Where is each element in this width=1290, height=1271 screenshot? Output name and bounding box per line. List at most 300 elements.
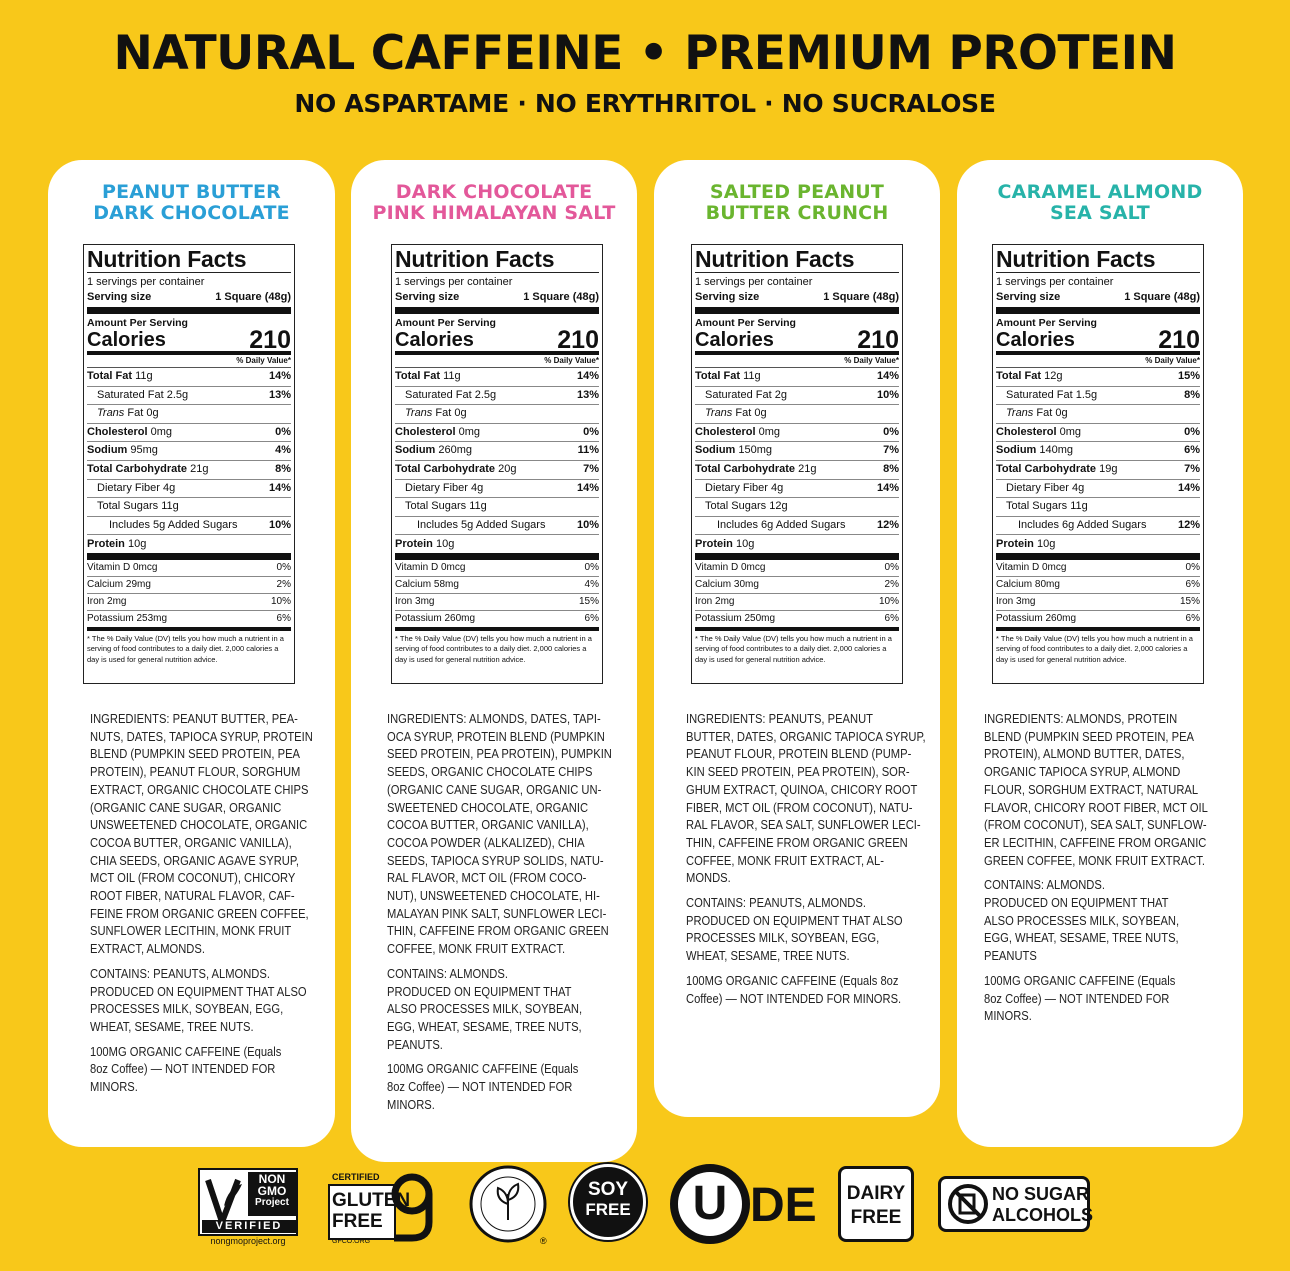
cholesterol-dv: 0%: [883, 425, 899, 438]
calcium-value: 58mg: [433, 579, 459, 591]
cholesterol-row: [695, 424, 899, 443]
caffeine-text: 100MG ORGANIC CAFFEINE (Equals 8oz Coffee) — NOT INTENDED FOR MINORS.: [984, 972, 1176, 1024]
vitamin-d-row: [395, 560, 599, 577]
total-carb-label: Total Carbohydrate: [695, 462, 796, 475]
servings-text: 1 servings per container: [87, 276, 205, 288]
total-fat-value: 11g: [135, 370, 153, 382]
potassium-dv: 6%: [584, 612, 599, 624]
no-sugar-icon: [946, 1182, 990, 1226]
potassium-label: Potassium: [695, 612, 742, 624]
potassium-dv: 6%: [1185, 612, 1200, 624]
added-sugars-row: [996, 517, 1200, 536]
total-sugars-row: [695, 498, 899, 517]
total-fat-label: Total Fat: [87, 370, 133, 382]
saturated-fat-row: [996, 387, 1200, 406]
calcium-label: Calcium: [695, 579, 732, 591]
ingredients-text: INGREDIENTS: ALMONDS, DATES, TAPI- OCA SYRUP, PROTEIN BLEND (PUMPKIN SEED PROTEIN, PEA PROTEIN), PUMPKIN SEEDS, ORGANIC CHOCOLATE CHIPS (ORGANIC CANE SUGAR, ORGANIC UN- SWEETENED CHOCOLATE, ORGANIC COCOA BUTTER, ORGANIC VANILLA), COCOA POWDER (ALKALIZED), CHIA SEEDS, TAPIOCA SYRUP SOLIDS, NATU- RAL FLAVOR, MCT OIL (FROM COCO- NUT), UNSWEETENED CHOCOLATE, HI- MALAYAN PINK SALT, SUNFLOWER LECI- THIN, CAFFEINE FROM ORGANIC GREEN COFFEE, MONK FRUIT EXTRACT.: [387, 711, 612, 957]
dv-footnote: * The % Daily Value (DV) tells you how much a nutrient in a serving of food contributes to a daily diet. 2,000 calories a day is used for general nutrition advice.: [87, 633, 284, 664]
iron-label: Iron: [695, 595, 713, 607]
iron-row: [695, 594, 899, 611]
dairy-free-text: FREE: [850, 1207, 902, 1228]
serving-size-row: [695, 290, 899, 314]
trans-label: Trans: [705, 407, 733, 420]
soy-text: SOY: [587, 1179, 629, 1200]
iron-label: Iron: [87, 595, 105, 607]
allergen-text: CONTAINS: PEANUTS, ALMONDS. PRODUCED ON EQUIPMENT THAT ALSO PROCESSES MILK, SOYBEAN, EGG, WHEAT, SESAME, TREE NUTS.: [686, 895, 903, 964]
added-sugars-row: [87, 517, 291, 536]
iron-dv: 10%: [878, 595, 899, 607]
kosher-badge: [670, 1164, 820, 1244]
trans-fat-row: [395, 405, 599, 424]
trans-label: Trans: [1006, 407, 1034, 420]
dairy-text: DAIRY: [846, 1183, 906, 1204]
total-fat-row: [996, 368, 1200, 387]
total-fat-label: Total Fat: [695, 370, 741, 382]
serving-size-value: 1 Square (48g): [823, 291, 899, 303]
iron-value: 2mg: [107, 595, 127, 607]
calories-value: 210: [1158, 326, 1200, 354]
total-carb-value: 21g: [190, 462, 209, 475]
calcium-value: 30mg: [733, 579, 759, 591]
trans-fat-label: Fat: [1036, 407, 1053, 420]
svg-text:®: ®: [540, 1236, 547, 1246]
dietary-fiber-label: Dietary Fiber: [405, 481, 468, 494]
added-sugars-value: 6g: [1062, 518, 1075, 531]
total-sugars-label: Total Sugars: [705, 500, 767, 513]
ingredients-block: [686, 710, 926, 1014]
servings-row: [695, 273, 899, 290]
serving-size-row: [996, 290, 1200, 314]
dv-footnote: * The % Daily Value (DV) tells you how much a nutrient in a serving of food contributes to a daily diet. 2,000 calories a day is used for general nutrition advice.: [695, 633, 892, 664]
added-sugars-dv: 10%: [268, 518, 291, 531]
serving-size-value: 1 Square (48g): [1124, 291, 1200, 303]
ingredients-block: [387, 710, 623, 1120]
iron-label: Iron: [996, 595, 1014, 607]
total-fat-value: 11g: [443, 370, 461, 382]
gf-url: GFCO.ORG: [332, 1238, 371, 1245]
flavor-name: [654, 182, 940, 224]
flavor-card: [957, 160, 1243, 1147]
added-sugars-value: 6g: [761, 518, 774, 531]
servings-text: 1 servings per container: [695, 276, 813, 288]
calories-label: Calories: [996, 329, 1075, 351]
kosher-u-text: U: [692, 1177, 728, 1230]
serving-size-value: 1 Square (48g): [523, 291, 599, 303]
potassium-dv: 6%: [276, 612, 291, 624]
vitamin-d-dv: 0%: [884, 562, 899, 574]
calories-row: [395, 326, 599, 355]
potassium-value: 260mg: [444, 612, 476, 624]
dietary-fiber-row: [87, 480, 291, 499]
total-sugars-value: 12g: [769, 500, 788, 513]
total-carb-label: Total Carbohydrate: [996, 462, 1097, 475]
sodium-value: 95mg: [130, 444, 158, 457]
protein-label: Protein: [87, 538, 125, 551]
ingredients-text: INGREDIENTS: ALMONDS, PROTEIN BLEND (PUMPKIN SEED PROTEIN, PEA PROTEIN), ALMOND BUTTER, DATES, ORGANIC TAPIOCA SYRUP, ALMOND FLOUR, SORGHUM EXTRACT, NATURAL FLAVOR, CHICORY ROOT FIBER, MCT OIL (FROM COCONUT), SEA SALT, SUNFLOW- ER LECITHIN, CAFFEINE FROM ORGANIC GREEN COFFEE, MONK FRUIT EXTRACT.: [984, 711, 1208, 868]
sodium-row: [87, 442, 291, 461]
flavor-card: [48, 160, 335, 1147]
iron-value: 3mg: [415, 595, 435, 607]
iron-row: [395, 594, 599, 611]
calcium-dv: 4%: [584, 579, 599, 591]
calcium-dv: 2%: [276, 579, 291, 591]
added-sugars-dv: 10%: [576, 518, 599, 531]
protein-row: [87, 535, 291, 560]
added-sugars-value: 5g: [461, 518, 474, 531]
total-carb-label: Total Carbohydrate: [395, 462, 496, 475]
daily-value-header: % Daily Value*: [87, 355, 291, 368]
total-sugars-label: Total Sugars: [1006, 500, 1068, 513]
protein-row: [695, 535, 899, 560]
serving-size-row: [87, 290, 291, 314]
amount-per-serving: Amount Per Serving: [395, 317, 496, 329]
sodium-label: Sodium: [695, 444, 736, 457]
added-sugars-dv: 12%: [1177, 518, 1200, 531]
non-gmo-text: NON: [258, 1172, 286, 1186]
trans-fat-row: [87, 405, 291, 424]
ingredients-block: [984, 710, 1229, 1032]
saturated-fat-value: 2g: [774, 388, 787, 401]
sodium-label: Sodium: [996, 444, 1037, 457]
potassium-row: [87, 611, 291, 631]
protein-row: [395, 535, 599, 560]
calories-label: Calories: [87, 329, 166, 351]
calcium-row: [695, 577, 899, 594]
cholesterol-value: 0mg: [150, 425, 172, 438]
nutrition-facts-title: Nutrition Facts: [996, 245, 1200, 273]
calcium-value: 80mg: [1034, 579, 1060, 591]
flavor-name-line2: PINK HIMALAYAN SALT: [372, 202, 616, 224]
caffeine-text: 100MG ORGANIC CAFFEINE (Equals 8oz Coffee) — NOT INTENDED FOR MINORS.: [90, 1043, 282, 1095]
serving-size-value: 1 Square (48g): [215, 291, 291, 303]
saturated-fat-dv: 13%: [268, 388, 291, 401]
certification-badges: [0, 1162, 1290, 1247]
added-sugars-label: Added Sugars: [1076, 518, 1147, 531]
cholesterol-label: Cholesterol: [87, 425, 148, 438]
page-title: NATURAL CAFFEINE • PREMIUM PROTEIN: [113, 26, 1177, 81]
added-sugars-value: 5g: [153, 518, 166, 531]
added-sugars-label: Added Sugars: [167, 518, 238, 531]
cholesterol-label: Cholesterol: [996, 425, 1057, 438]
total-fat-dv: 14%: [876, 370, 899, 382]
total-carb-dv: 7%: [1184, 462, 1200, 475]
dietary-fiber-dv: 14%: [268, 481, 291, 494]
protein-row: [996, 535, 1200, 560]
saturated-fat-row: [395, 387, 599, 406]
total-fat-value: 11g: [743, 370, 761, 382]
sodium-dv: 4%: [275, 444, 291, 457]
nutrition-facts-panel: [691, 244, 903, 684]
dv-footnote: * The % Daily Value (DV) tells you how much a nutrient in a serving of food contributes to a daily diet. 2,000 calories a day is used for general nutrition advice.: [996, 633, 1193, 664]
sodium-value: 260mg: [438, 444, 473, 457]
added-sugars-dv: 12%: [876, 518, 899, 531]
total-sugars-value: 11g: [469, 500, 487, 513]
soy-free-text: FREE: [585, 1200, 631, 1219]
saturated-fat-dv: 8%: [1184, 388, 1200, 401]
dairy-free-badge: [838, 1166, 912, 1240]
total-sugars-label: Total Sugars: [97, 500, 159, 513]
cholesterol-dv: 0%: [583, 425, 599, 438]
plant-based-icon: [468, 1164, 548, 1248]
includes-label: Includes: [109, 518, 150, 531]
dv-footnote: * The % Daily Value (DV) tells you how much a nutrient in a serving of food contributes to a daily diet. 2,000 calories a day is used for general nutrition advice.: [395, 633, 592, 664]
total-carb-value: 21g: [798, 462, 817, 475]
total-fat-row: [395, 368, 599, 387]
trans-fat-value: 0g: [1055, 407, 1068, 420]
iron-row: [87, 594, 291, 611]
dietary-fiber-row: [996, 480, 1200, 499]
potassium-label: Potassium: [395, 612, 442, 624]
calories-row: [87, 326, 291, 355]
calcium-label: Calcium: [395, 579, 432, 591]
flavor-name-line2: DARK CHOCOLATE: [93, 202, 290, 224]
total-sugars-label: Total Sugars: [405, 500, 467, 513]
includes-label: Includes: [717, 518, 758, 531]
calcium-dv: 2%: [884, 579, 899, 591]
saturated-fat-value: 1.5g: [1075, 388, 1098, 401]
flavor-name-line1: PEANUT BUTTER: [102, 181, 281, 203]
trans-fat-label: Fat: [127, 407, 144, 420]
trans-fat-label: Fat: [735, 407, 752, 420]
vitamin-d-value: 0mcg: [132, 562, 158, 574]
iron-value: 3mg: [1016, 595, 1036, 607]
caffeine-text: 100MG ORGANIC CAFFEINE (Equals 8oz Coffee) — NOT INTENDED FOR MINORS.: [387, 1061, 579, 1112]
daily-value-header: % Daily Value*: [395, 355, 599, 368]
iron-dv: 15%: [1179, 595, 1200, 607]
nutrition-facts-title: Nutrition Facts: [87, 245, 291, 273]
ingredients-text: INGREDIENTS: PEANUT BUTTER, PEA- NUTS, DATES, TAPIOCA SYRUP, PROTEIN BLEND (PUMPKIN SEED PROTEIN, PEA PROTEIN), PEANUT FLOUR, SORGHUM EXTRACT, ORGANIC CHOCOLATE CHIPS (ORGANIC CANE SUGAR, ORGANIC UNSWEETENED CHOCOLATE, ORGANIC COCOA BUTTER, ORGANIC VANILLA), CHIA SEEDS, ORGANIC AGAVE SYRUP, MCT OIL (FROM COCONUT), CHICORY ROOT FIBER, NATURAL FLAVOR, CAF- FEINE FROM ORGANIC GREEN COFFEE, SUNFLOWER LECITHIN, MONK FRUIT EXTRACT, ALMONDS.: [90, 711, 313, 957]
total-carb-row: [695, 461, 899, 480]
sodium-row: [996, 442, 1200, 461]
cholesterol-row: [996, 424, 1200, 443]
project-text: Project: [255, 1197, 289, 1208]
total-carb-dv: 8%: [883, 462, 899, 475]
dietary-fiber-value: 4g: [1072, 481, 1085, 494]
sodium-value: 140mg: [1039, 444, 1074, 457]
vitamin-d-value: 0mcg: [1041, 562, 1067, 574]
verified-text: VERIFIED: [215, 1220, 283, 1232]
iron-row: [996, 594, 1200, 611]
trans-fat-row: [695, 405, 899, 424]
protein-value: 10g: [127, 538, 147, 551]
servings-text: 1 servings per container: [996, 276, 1114, 288]
servings-row: [87, 273, 291, 290]
saturated-fat-value: 2.5g: [474, 388, 497, 401]
trans-label: Trans: [405, 407, 433, 420]
vitamin-d-label: Vitamin D: [87, 562, 131, 574]
sodium-value: 150mg: [738, 444, 773, 457]
gf-free-text: FREE: [332, 1211, 383, 1232]
calories-row: [695, 326, 899, 355]
nutrition-facts-title: Nutrition Facts: [395, 245, 599, 273]
non-gmo-badge: [198, 1168, 298, 1248]
gf-certified-text: CERTIFIED: [332, 1172, 380, 1182]
sodium-dv: 7%: [883, 444, 899, 457]
potassium-value: 250mg: [744, 612, 776, 624]
amount-per-serving: Amount Per Serving: [996, 317, 1097, 329]
calories-label: Calories: [695, 329, 774, 351]
gluten-free-badge: [328, 1168, 438, 1248]
gf-gluten-text: GLUTEN: [332, 1190, 411, 1211]
total-fat-label: Total Fat: [996, 370, 1042, 382]
total-carb-dv: 8%: [275, 462, 291, 475]
ingredients-block: [90, 710, 321, 1103]
saturated-fat-row: [695, 387, 899, 406]
calcium-label: Calcium: [87, 579, 124, 591]
saturated-fat-value: 2.5g: [166, 388, 189, 401]
potassium-value: 260mg: [1045, 612, 1077, 624]
no-sugar-alcohols-badge: [938, 1176, 1093, 1232]
gluten-free-g-icon: [388, 1172, 438, 1242]
potassium-row: [996, 611, 1200, 631]
allergen-text: CONTAINS: ALMONDS. PRODUCED ON EQUIPMENT THAT ALSO PROCESSES MILK, SOYBEAN, EGG, WHEAT, SESAME, TREE NUTS, PEANUTS.: [387, 965, 583, 1052]
vitamin-d-label: Vitamin D: [695, 562, 739, 574]
dietary-fiber-dv: 14%: [1177, 481, 1200, 494]
total-fat-label: Total Fat: [395, 370, 441, 382]
calories-value: 210: [557, 326, 599, 354]
nongmo-url: nongmoproject.org: [210, 1236, 286, 1246]
saturated-fat-dv: 10%: [876, 388, 899, 401]
nutrition-facts-panel: [391, 244, 603, 684]
dietary-fiber-value: 4g: [163, 481, 176, 494]
vitamin-d-dv: 0%: [276, 562, 291, 574]
total-carb-value: 19g: [1099, 462, 1118, 475]
kosher-de-text: DE: [750, 1179, 817, 1232]
calories-value: 210: [857, 326, 899, 354]
vitamin-d-label: Vitamin D: [996, 562, 1040, 574]
vitamin-d-dv: 0%: [1185, 562, 1200, 574]
total-fat-dv: 14%: [576, 370, 599, 382]
vitamin-d-dv: 0%: [584, 562, 599, 574]
total-fat-dv: 14%: [268, 370, 291, 382]
cholesterol-value: 0mg: [458, 425, 480, 438]
servings-text: 1 servings per container: [395, 276, 513, 288]
trans-fat-row: [996, 405, 1200, 424]
dietary-fiber-label: Dietary Fiber: [97, 481, 160, 494]
calcium-label: Calcium: [996, 579, 1033, 591]
protein-value: 10g: [1036, 538, 1056, 551]
total-carb-label: Total Carbohydrate: [87, 462, 188, 475]
dietary-fiber-row: [695, 480, 899, 499]
protein-value: 10g: [735, 538, 755, 551]
vitamin-d-value: 0mcg: [440, 562, 466, 574]
dietary-fiber-row: [395, 480, 599, 499]
trans-label: Trans: [97, 407, 125, 420]
soy-free-badge: [570, 1164, 646, 1240]
gmo-text: GMO: [257, 1184, 287, 1198]
flavor-name: [351, 182, 637, 224]
total-fat-value: 12g: [1044, 370, 1063, 382]
protein-label: Protein: [695, 538, 733, 551]
saturated-fat-row: [87, 387, 291, 406]
dietary-fiber-label: Dietary Fiber: [1006, 481, 1069, 494]
allergen-text: CONTAINS: PEANUTS, ALMONDS. PRODUCED ON EQUIPMENT THAT ALSO PROCESSES MILK, SOYBEAN, EGG, WHEAT, SESAME, TREE NUTS.: [90, 965, 307, 1034]
vitamin-d-row: [996, 560, 1200, 577]
potassium-dv: 6%: [884, 612, 899, 624]
iron-dv: 10%: [270, 595, 291, 607]
saturated-fat-label: Saturated Fat: [705, 388, 772, 401]
servings-row: [395, 273, 599, 290]
includes-label: Includes: [1018, 518, 1059, 531]
calcium-value: 29mg: [125, 579, 151, 591]
sodium-label: Sodium: [395, 444, 436, 457]
sodium-row: [695, 442, 899, 461]
potassium-row: [695, 611, 899, 631]
saturated-fat-label: Saturated Fat: [97, 388, 164, 401]
trans-fat-value: 0g: [454, 407, 467, 420]
saturated-fat-label: Saturated Fat: [405, 388, 472, 401]
flavor-name-line1: DARK CHOCOLATE: [395, 181, 593, 203]
calories-value: 210: [249, 326, 291, 354]
vitamin-d-row: [87, 560, 291, 577]
nutrition-facts-title: Nutrition Facts: [695, 245, 899, 273]
nutrition-facts-panel: [83, 244, 295, 684]
protein-label: Protein: [996, 538, 1034, 551]
dietary-fiber-label: Dietary Fiber: [705, 481, 768, 494]
serving-size-row: [395, 290, 599, 314]
amount-per-serving: Amount Per Serving: [695, 317, 796, 329]
sodium-label: Sodium: [87, 444, 128, 457]
cholesterol-dv: 0%: [1184, 425, 1200, 438]
total-sugars-value: 11g: [161, 500, 179, 513]
caffeine-text: 100MG ORGANIC CAFFEINE (Equals 8oz Coffee) — NOT INTENDED FOR MINORS.: [686, 972, 902, 1006]
calories-label: Calories: [395, 329, 474, 351]
serving-size-label: Serving size: [87, 291, 152, 303]
page-subtitle: NO ASPARTAME · NO ERYTHRITOL · NO SUCRALOSE: [294, 89, 996, 118]
calcium-row: [996, 577, 1200, 594]
total-sugars-value: 11g: [1070, 500, 1088, 513]
cholesterol-value: 0mg: [758, 425, 780, 438]
calories-row: [996, 326, 1200, 355]
cholesterol-value: 0mg: [1059, 425, 1081, 438]
iron-value: 2mg: [715, 595, 735, 607]
dietary-fiber-value: 4g: [471, 481, 484, 494]
iron-dv: 15%: [578, 595, 599, 607]
amount-per-serving: Amount Per Serving: [87, 317, 188, 329]
flavor-name: [957, 182, 1243, 224]
saturated-fat-label: Saturated Fat: [1006, 388, 1073, 401]
flavor-name-line1: CARAMEL ALMOND: [997, 181, 1203, 203]
serving-size-label: Serving size: [695, 291, 760, 303]
total-sugars-row: [87, 498, 291, 517]
cholesterol-row: [87, 424, 291, 443]
calcium-dv: 6%: [1185, 579, 1200, 591]
flavor-name-line1: SALTED PEANUT: [709, 181, 885, 203]
servings-row: [996, 273, 1200, 290]
iron-label: Iron: [395, 595, 413, 607]
total-carb-row: [395, 461, 599, 480]
total-carb-value: 20g: [498, 462, 517, 475]
potassium-value: 253mg: [136, 612, 168, 624]
added-sugars-label: Added Sugars: [475, 518, 546, 531]
dietary-fiber-dv: 14%: [576, 481, 599, 494]
potassium-label: Potassium: [87, 612, 134, 624]
plant-based-badge: [468, 1164, 548, 1248]
added-sugars-label: Added Sugars: [775, 518, 846, 531]
includes-label: Includes: [417, 518, 458, 531]
added-sugars-row: [395, 517, 599, 536]
vitamin-d-value: 0mcg: [740, 562, 766, 574]
total-fat-dv: 15%: [1177, 370, 1200, 382]
sodium-dv: 6%: [1184, 444, 1200, 457]
added-sugars-row: [695, 517, 899, 536]
total-carb-row: [996, 461, 1200, 480]
protein-value: 10g: [435, 538, 455, 551]
total-carb-row: [87, 461, 291, 480]
sodium-row: [395, 442, 599, 461]
total-fat-row: [87, 368, 291, 387]
page-header: [0, 26, 1290, 118]
